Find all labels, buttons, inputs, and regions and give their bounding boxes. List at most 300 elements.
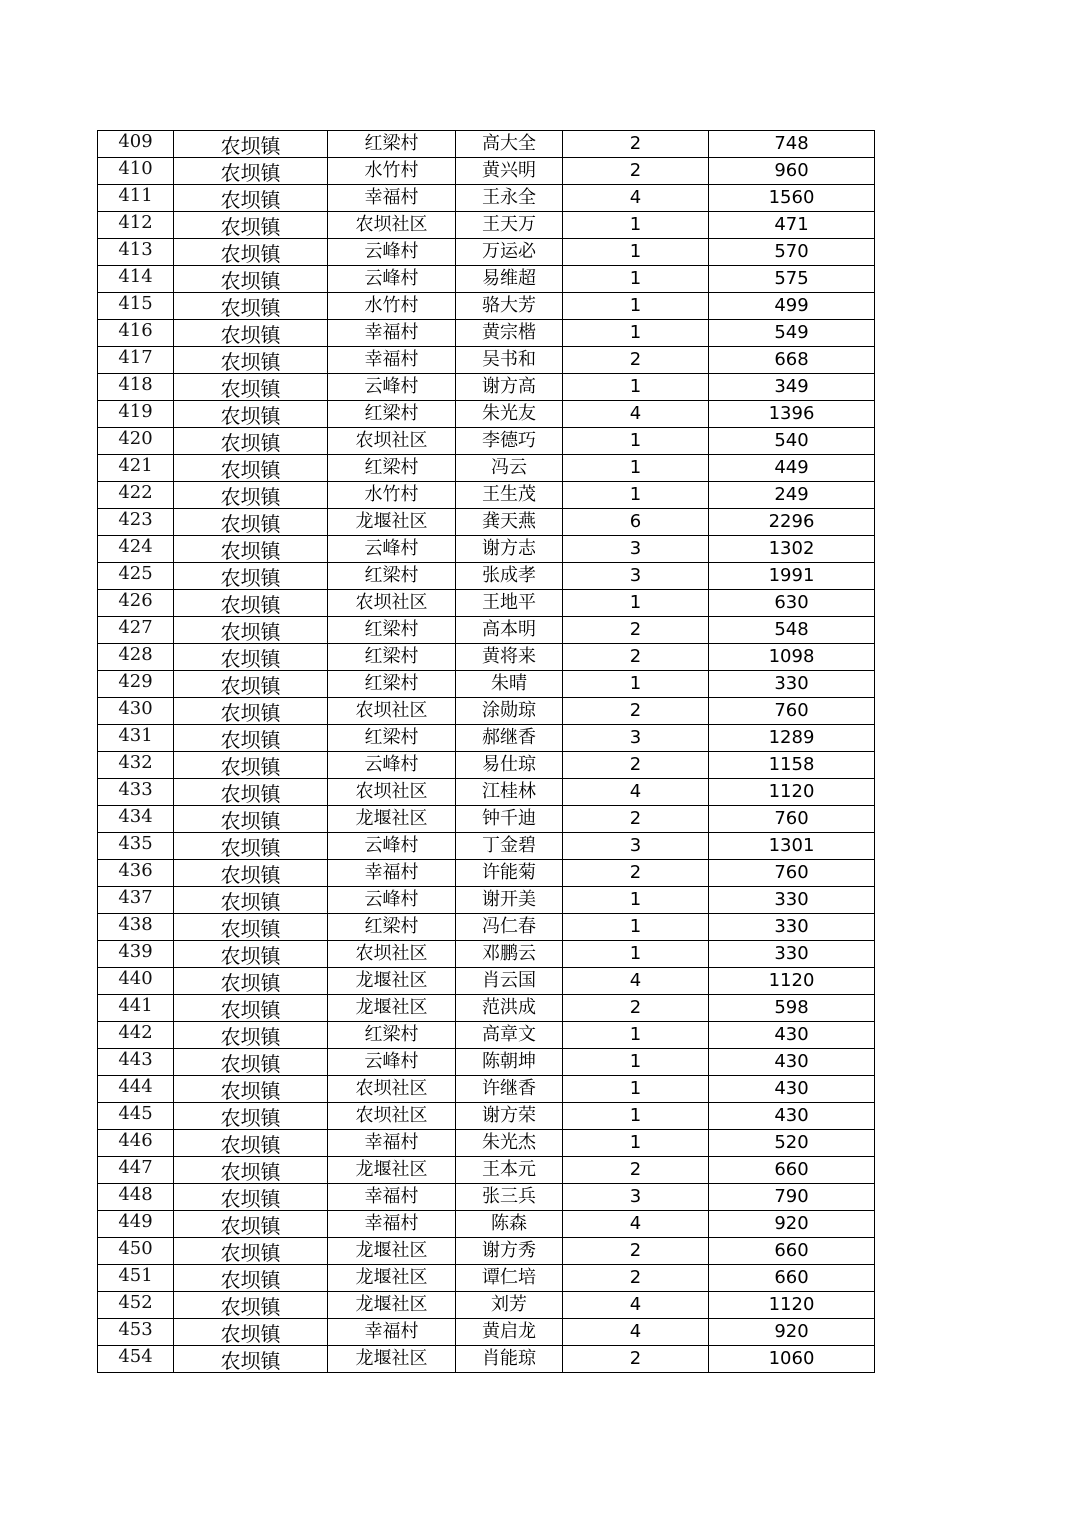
- household-count-cell: 2: [563, 617, 709, 644]
- town-cell: 农坝镇: [174, 941, 328, 968]
- name-cell: 肖能琼: [456, 1346, 563, 1373]
- amount-cell: 330: [709, 914, 875, 941]
- town-cell: 农坝镇: [174, 1265, 328, 1292]
- town-cell: 农坝镇: [174, 401, 328, 428]
- village-cell: 农坝社区: [328, 1103, 456, 1130]
- table-row: [98, 644, 875, 671]
- row-number-cell: 449: [98, 1211, 174, 1238]
- village-cell: 龙堰社区: [328, 806, 456, 833]
- table-row: [98, 887, 875, 914]
- town-cell: 农坝镇: [174, 374, 328, 401]
- town-cell: 农坝镇: [174, 1022, 328, 1049]
- amount-cell: 1396: [709, 401, 875, 428]
- household-count-cell: 1: [563, 1130, 709, 1157]
- town-cell: 农坝镇: [174, 428, 328, 455]
- amount-cell: 1158: [709, 752, 875, 779]
- name-cell: 易维超: [456, 266, 563, 293]
- town-cell: 农坝镇: [174, 536, 328, 563]
- amount-cell: 598: [709, 995, 875, 1022]
- table-row: [98, 779, 875, 806]
- name-cell: 肖云国: [456, 968, 563, 995]
- town-cell: 农坝镇: [174, 1184, 328, 1211]
- table-row: [98, 401, 875, 428]
- amount-cell: 1098: [709, 644, 875, 671]
- row-number-cell: 418: [98, 374, 174, 401]
- household-count-cell: 2: [563, 752, 709, 779]
- row-number-cell: 423: [98, 509, 174, 536]
- amount-cell: 760: [709, 806, 875, 833]
- amount-cell: 330: [709, 671, 875, 698]
- table-row: [98, 941, 875, 968]
- village-cell: 龙堰社区: [328, 1265, 456, 1292]
- household-count-cell: 3: [563, 563, 709, 590]
- name-cell: 高大全: [456, 131, 563, 158]
- household-count-cell: 1: [563, 266, 709, 293]
- name-cell: 朱光杰: [456, 1130, 563, 1157]
- village-cell: 幸福村: [328, 1211, 456, 1238]
- household-count-cell: 4: [563, 185, 709, 212]
- amount-cell: 330: [709, 941, 875, 968]
- row-number-cell: 420: [98, 428, 174, 455]
- name-cell: 黄启龙: [456, 1319, 563, 1346]
- village-cell: 云峰村: [328, 374, 456, 401]
- village-cell: 水竹村: [328, 482, 456, 509]
- village-cell: 红梁村: [328, 644, 456, 671]
- household-count-cell: 1: [563, 1022, 709, 1049]
- row-number-cell: 410: [98, 158, 174, 185]
- village-cell: 红梁村: [328, 914, 456, 941]
- town-cell: 农坝镇: [174, 752, 328, 779]
- name-cell: 黄将来: [456, 644, 563, 671]
- village-cell: 水竹村: [328, 158, 456, 185]
- row-number-cell: 451: [98, 1265, 174, 1292]
- table-row: [98, 185, 875, 212]
- row-number-cell: 412: [98, 212, 174, 239]
- town-cell: 农坝镇: [174, 266, 328, 293]
- table-row: [98, 374, 875, 401]
- row-number-cell: 430: [98, 698, 174, 725]
- village-cell: 云峰村: [328, 239, 456, 266]
- row-number-cell: 427: [98, 617, 174, 644]
- household-count-cell: 4: [563, 968, 709, 995]
- household-count-cell: 1: [563, 428, 709, 455]
- village-cell: 红梁村: [328, 1022, 456, 1049]
- table-row: [98, 1157, 875, 1184]
- name-cell: 王本元: [456, 1157, 563, 1184]
- town-cell: 农坝镇: [174, 617, 328, 644]
- town-cell: 农坝镇: [174, 239, 328, 266]
- row-number-cell: 413: [98, 239, 174, 266]
- amount-cell: 660: [709, 1157, 875, 1184]
- household-count-cell: 1: [563, 887, 709, 914]
- name-cell: 吴书和: [456, 347, 563, 374]
- town-cell: 农坝镇: [174, 860, 328, 887]
- town-cell: 农坝镇: [174, 1292, 328, 1319]
- table-row: [98, 698, 875, 725]
- name-cell: 骆大芳: [456, 293, 563, 320]
- row-number-cell: 438: [98, 914, 174, 941]
- amount-cell: 1301: [709, 833, 875, 860]
- name-cell: 黄宗楷: [456, 320, 563, 347]
- table-row: [98, 320, 875, 347]
- amount-cell: 330: [709, 887, 875, 914]
- household-count-cell: 1: [563, 1076, 709, 1103]
- table-row: [98, 1130, 875, 1157]
- household-count-cell: 4: [563, 1292, 709, 1319]
- records-table: [97, 130, 875, 1373]
- name-cell: 钟千迪: [456, 806, 563, 833]
- village-cell: 红梁村: [328, 617, 456, 644]
- table-row: [98, 428, 875, 455]
- table-row: [98, 131, 875, 158]
- village-cell: 龙堰社区: [328, 1238, 456, 1265]
- name-cell: 王地平: [456, 590, 563, 617]
- table-row: [98, 617, 875, 644]
- name-cell: 许继香: [456, 1076, 563, 1103]
- name-cell: 朱光友: [456, 401, 563, 428]
- town-cell: 农坝镇: [174, 995, 328, 1022]
- village-cell: 红梁村: [328, 725, 456, 752]
- household-count-cell: 2: [563, 1157, 709, 1184]
- town-cell: 农坝镇: [174, 320, 328, 347]
- row-number-cell: 428: [98, 644, 174, 671]
- amount-cell: 2296: [709, 509, 875, 536]
- row-number-cell: 426: [98, 590, 174, 617]
- household-count-cell: 3: [563, 1184, 709, 1211]
- household-count-cell: 4: [563, 401, 709, 428]
- household-count-cell: 4: [563, 1211, 709, 1238]
- table-row: [98, 1022, 875, 1049]
- table-row: [98, 239, 875, 266]
- row-number-cell: 435: [98, 833, 174, 860]
- household-count-cell: 1: [563, 239, 709, 266]
- town-cell: 农坝镇: [174, 1238, 328, 1265]
- town-cell: 农坝镇: [174, 1157, 328, 1184]
- village-cell: 幸福村: [328, 347, 456, 374]
- town-cell: 农坝镇: [174, 725, 328, 752]
- town-cell: 农坝镇: [174, 1211, 328, 1238]
- town-cell: 农坝镇: [174, 1319, 328, 1346]
- amount-cell: 499: [709, 293, 875, 320]
- row-number-cell: 440: [98, 968, 174, 995]
- town-cell: 农坝镇: [174, 509, 328, 536]
- household-count-cell: 1: [563, 482, 709, 509]
- village-cell: 龙堰社区: [328, 968, 456, 995]
- village-cell: 红梁村: [328, 131, 456, 158]
- village-cell: 农坝社区: [328, 1076, 456, 1103]
- name-cell: 易仕琼: [456, 752, 563, 779]
- village-cell: 幸福村: [328, 860, 456, 887]
- household-count-cell: 3: [563, 833, 709, 860]
- table-row: [98, 968, 875, 995]
- name-cell: 谢方荣: [456, 1103, 563, 1130]
- row-number-cell: 441: [98, 995, 174, 1022]
- household-count-cell: 2: [563, 347, 709, 374]
- amount-cell: 760: [709, 860, 875, 887]
- household-count-cell: 2: [563, 806, 709, 833]
- name-cell: 王永全: [456, 185, 563, 212]
- name-cell: 龚天燕: [456, 509, 563, 536]
- table-row: [98, 1319, 875, 1346]
- row-number-cell: 447: [98, 1157, 174, 1184]
- town-cell: 农坝镇: [174, 131, 328, 158]
- table-row: [98, 347, 875, 374]
- table-row: [98, 806, 875, 833]
- name-cell: 王天万: [456, 212, 563, 239]
- amount-cell: 630: [709, 590, 875, 617]
- village-cell: 云峰村: [328, 1049, 456, 1076]
- amount-cell: 1560: [709, 185, 875, 212]
- row-number-cell: 452: [98, 1292, 174, 1319]
- amount-cell: 1120: [709, 968, 875, 995]
- household-count-cell: 4: [563, 779, 709, 806]
- name-cell: 张三兵: [456, 1184, 563, 1211]
- village-cell: 龙堰社区: [328, 1346, 456, 1373]
- table-row: [98, 482, 875, 509]
- row-number-cell: 454: [98, 1346, 174, 1373]
- village-cell: 云峰村: [328, 266, 456, 293]
- table-row: [98, 725, 875, 752]
- name-cell: 高章文: [456, 1022, 563, 1049]
- name-cell: 陈朝坤: [456, 1049, 563, 1076]
- name-cell: 江桂林: [456, 779, 563, 806]
- name-cell: 谢方秀: [456, 1238, 563, 1265]
- village-cell: 红梁村: [328, 401, 456, 428]
- village-cell: 龙堰社区: [328, 1292, 456, 1319]
- town-cell: 农坝镇: [174, 1049, 328, 1076]
- row-number-cell: 409: [98, 131, 174, 158]
- table-row: [98, 158, 875, 185]
- town-cell: 农坝镇: [174, 1103, 328, 1130]
- amount-cell: 1302: [709, 536, 875, 563]
- name-cell: 万运必: [456, 239, 563, 266]
- row-number-cell: 450: [98, 1238, 174, 1265]
- village-cell: 水竹村: [328, 293, 456, 320]
- town-cell: 农坝镇: [174, 887, 328, 914]
- village-cell: 农坝社区: [328, 698, 456, 725]
- village-cell: 幸福村: [328, 1319, 456, 1346]
- village-cell: 幸福村: [328, 1130, 456, 1157]
- amount-cell: 430: [709, 1049, 875, 1076]
- town-cell: 农坝镇: [174, 671, 328, 698]
- name-cell: 冯仁春: [456, 914, 563, 941]
- household-count-cell: 2: [563, 698, 709, 725]
- name-cell: 谢开美: [456, 887, 563, 914]
- row-number-cell: 437: [98, 887, 174, 914]
- amount-cell: 570: [709, 239, 875, 266]
- town-cell: 农坝镇: [174, 563, 328, 590]
- household-count-cell: 1: [563, 914, 709, 941]
- records-table-body: [98, 131, 875, 1373]
- town-cell: 农坝镇: [174, 968, 328, 995]
- amount-cell: 430: [709, 1076, 875, 1103]
- name-cell: 郝继香: [456, 725, 563, 752]
- row-number-cell: 415: [98, 293, 174, 320]
- village-cell: 农坝社区: [328, 941, 456, 968]
- table-row: [98, 509, 875, 536]
- table-row: [98, 590, 875, 617]
- amount-cell: 668: [709, 347, 875, 374]
- table-row: [98, 212, 875, 239]
- household-count-cell: 3: [563, 536, 709, 563]
- household-count-cell: 1: [563, 455, 709, 482]
- table-row: [98, 1076, 875, 1103]
- table-row: [98, 752, 875, 779]
- table-row: [98, 293, 875, 320]
- household-count-cell: 3: [563, 725, 709, 752]
- table-row: [98, 1049, 875, 1076]
- row-number-cell: 429: [98, 671, 174, 698]
- table-row: [98, 860, 875, 887]
- town-cell: 农坝镇: [174, 293, 328, 320]
- amount-cell: 960: [709, 158, 875, 185]
- name-cell: 高本明: [456, 617, 563, 644]
- name-cell: 李德巧: [456, 428, 563, 455]
- name-cell: 王生茂: [456, 482, 563, 509]
- amount-cell: 540: [709, 428, 875, 455]
- household-count-cell: 2: [563, 1265, 709, 1292]
- village-cell: 红梁村: [328, 671, 456, 698]
- town-cell: 农坝镇: [174, 914, 328, 941]
- household-count-cell: 2: [563, 1346, 709, 1373]
- town-cell: 农坝镇: [174, 455, 328, 482]
- household-count-cell: 2: [563, 995, 709, 1022]
- town-cell: 农坝镇: [174, 347, 328, 374]
- table-row: [98, 1184, 875, 1211]
- household-count-cell: 1: [563, 212, 709, 239]
- amount-cell: 430: [709, 1022, 875, 1049]
- village-cell: 幸福村: [328, 320, 456, 347]
- household-count-cell: 1: [563, 293, 709, 320]
- village-cell: 农坝社区: [328, 428, 456, 455]
- row-number-cell: 453: [98, 1319, 174, 1346]
- town-cell: 农坝镇: [174, 644, 328, 671]
- name-cell: 谢方高: [456, 374, 563, 401]
- row-number-cell: 432: [98, 752, 174, 779]
- row-number-cell: 425: [98, 563, 174, 590]
- amount-cell: 1991: [709, 563, 875, 590]
- row-number-cell: 444: [98, 1076, 174, 1103]
- amount-cell: 920: [709, 1319, 875, 1346]
- row-number-cell: 448: [98, 1184, 174, 1211]
- town-cell: 农坝镇: [174, 212, 328, 239]
- name-cell: 谭仁培: [456, 1265, 563, 1292]
- town-cell: 农坝镇: [174, 158, 328, 185]
- table-row: [98, 1292, 875, 1319]
- amount-cell: 1289: [709, 725, 875, 752]
- household-count-cell: 1: [563, 374, 709, 401]
- household-count-cell: 2: [563, 860, 709, 887]
- amount-cell: 520: [709, 1130, 875, 1157]
- household-count-cell: 1: [563, 320, 709, 347]
- name-cell: 谢方志: [456, 536, 563, 563]
- amount-cell: 249: [709, 482, 875, 509]
- amount-cell: 1120: [709, 779, 875, 806]
- name-cell: 冯云: [456, 455, 563, 482]
- household-count-cell: 1: [563, 1103, 709, 1130]
- amount-cell: 1120: [709, 1292, 875, 1319]
- table-row: [98, 536, 875, 563]
- village-cell: 红梁村: [328, 563, 456, 590]
- table-row: [98, 266, 875, 293]
- row-number-cell: 419: [98, 401, 174, 428]
- village-cell: 云峰村: [328, 536, 456, 563]
- table-row: [98, 995, 875, 1022]
- row-number-cell: 433: [98, 779, 174, 806]
- row-number-cell: 421: [98, 455, 174, 482]
- row-number-cell: 439: [98, 941, 174, 968]
- name-cell: 刘芳: [456, 1292, 563, 1319]
- table-row: [98, 914, 875, 941]
- town-cell: 农坝镇: [174, 779, 328, 806]
- row-number-cell: 422: [98, 482, 174, 509]
- table-row: [98, 1346, 875, 1373]
- household-count-cell: 2: [563, 158, 709, 185]
- town-cell: 农坝镇: [174, 482, 328, 509]
- row-number-cell: 414: [98, 266, 174, 293]
- amount-cell: 575: [709, 266, 875, 293]
- amount-cell: 660: [709, 1238, 875, 1265]
- row-number-cell: 411: [98, 185, 174, 212]
- amount-cell: 471: [709, 212, 875, 239]
- town-cell: 农坝镇: [174, 698, 328, 725]
- amount-cell: 760: [709, 698, 875, 725]
- amount-cell: 790: [709, 1184, 875, 1211]
- village-cell: 农坝社区: [328, 590, 456, 617]
- table-row: [98, 563, 875, 590]
- household-count-cell: 6: [563, 509, 709, 536]
- amount-cell: 748: [709, 131, 875, 158]
- village-cell: 云峰村: [328, 887, 456, 914]
- amount-cell: 549: [709, 320, 875, 347]
- row-number-cell: 436: [98, 860, 174, 887]
- name-cell: 张成孝: [456, 563, 563, 590]
- household-count-cell: 2: [563, 1238, 709, 1265]
- household-count-cell: 1: [563, 1049, 709, 1076]
- village-cell: 云峰村: [328, 752, 456, 779]
- table-row: [98, 1265, 875, 1292]
- name-cell: 邓鹏云: [456, 941, 563, 968]
- row-number-cell: 445: [98, 1103, 174, 1130]
- amount-cell: 1060: [709, 1346, 875, 1373]
- household-count-cell: 2: [563, 644, 709, 671]
- row-number-cell: 417: [98, 347, 174, 374]
- village-cell: 农坝社区: [328, 779, 456, 806]
- town-cell: 农坝镇: [174, 1346, 328, 1373]
- town-cell: 农坝镇: [174, 833, 328, 860]
- town-cell: 农坝镇: [174, 590, 328, 617]
- table-row: [98, 1238, 875, 1265]
- table-row: [98, 455, 875, 482]
- household-count-cell: 4: [563, 1319, 709, 1346]
- amount-cell: 548: [709, 617, 875, 644]
- village-cell: 幸福村: [328, 185, 456, 212]
- household-count-cell: 2: [563, 131, 709, 158]
- row-number-cell: 443: [98, 1049, 174, 1076]
- town-cell: 农坝镇: [174, 1076, 328, 1103]
- village-cell: 幸福村: [328, 1184, 456, 1211]
- village-cell: 龙堰社区: [328, 509, 456, 536]
- name-cell: 丁金碧: [456, 833, 563, 860]
- village-cell: 红梁村: [328, 455, 456, 482]
- table-row: [98, 833, 875, 860]
- row-number-cell: 431: [98, 725, 174, 752]
- name-cell: 涂勋琼: [456, 698, 563, 725]
- village-cell: 农坝社区: [328, 212, 456, 239]
- town-cell: 农坝镇: [174, 1130, 328, 1157]
- row-number-cell: 424: [98, 536, 174, 563]
- name-cell: 朱晴: [456, 671, 563, 698]
